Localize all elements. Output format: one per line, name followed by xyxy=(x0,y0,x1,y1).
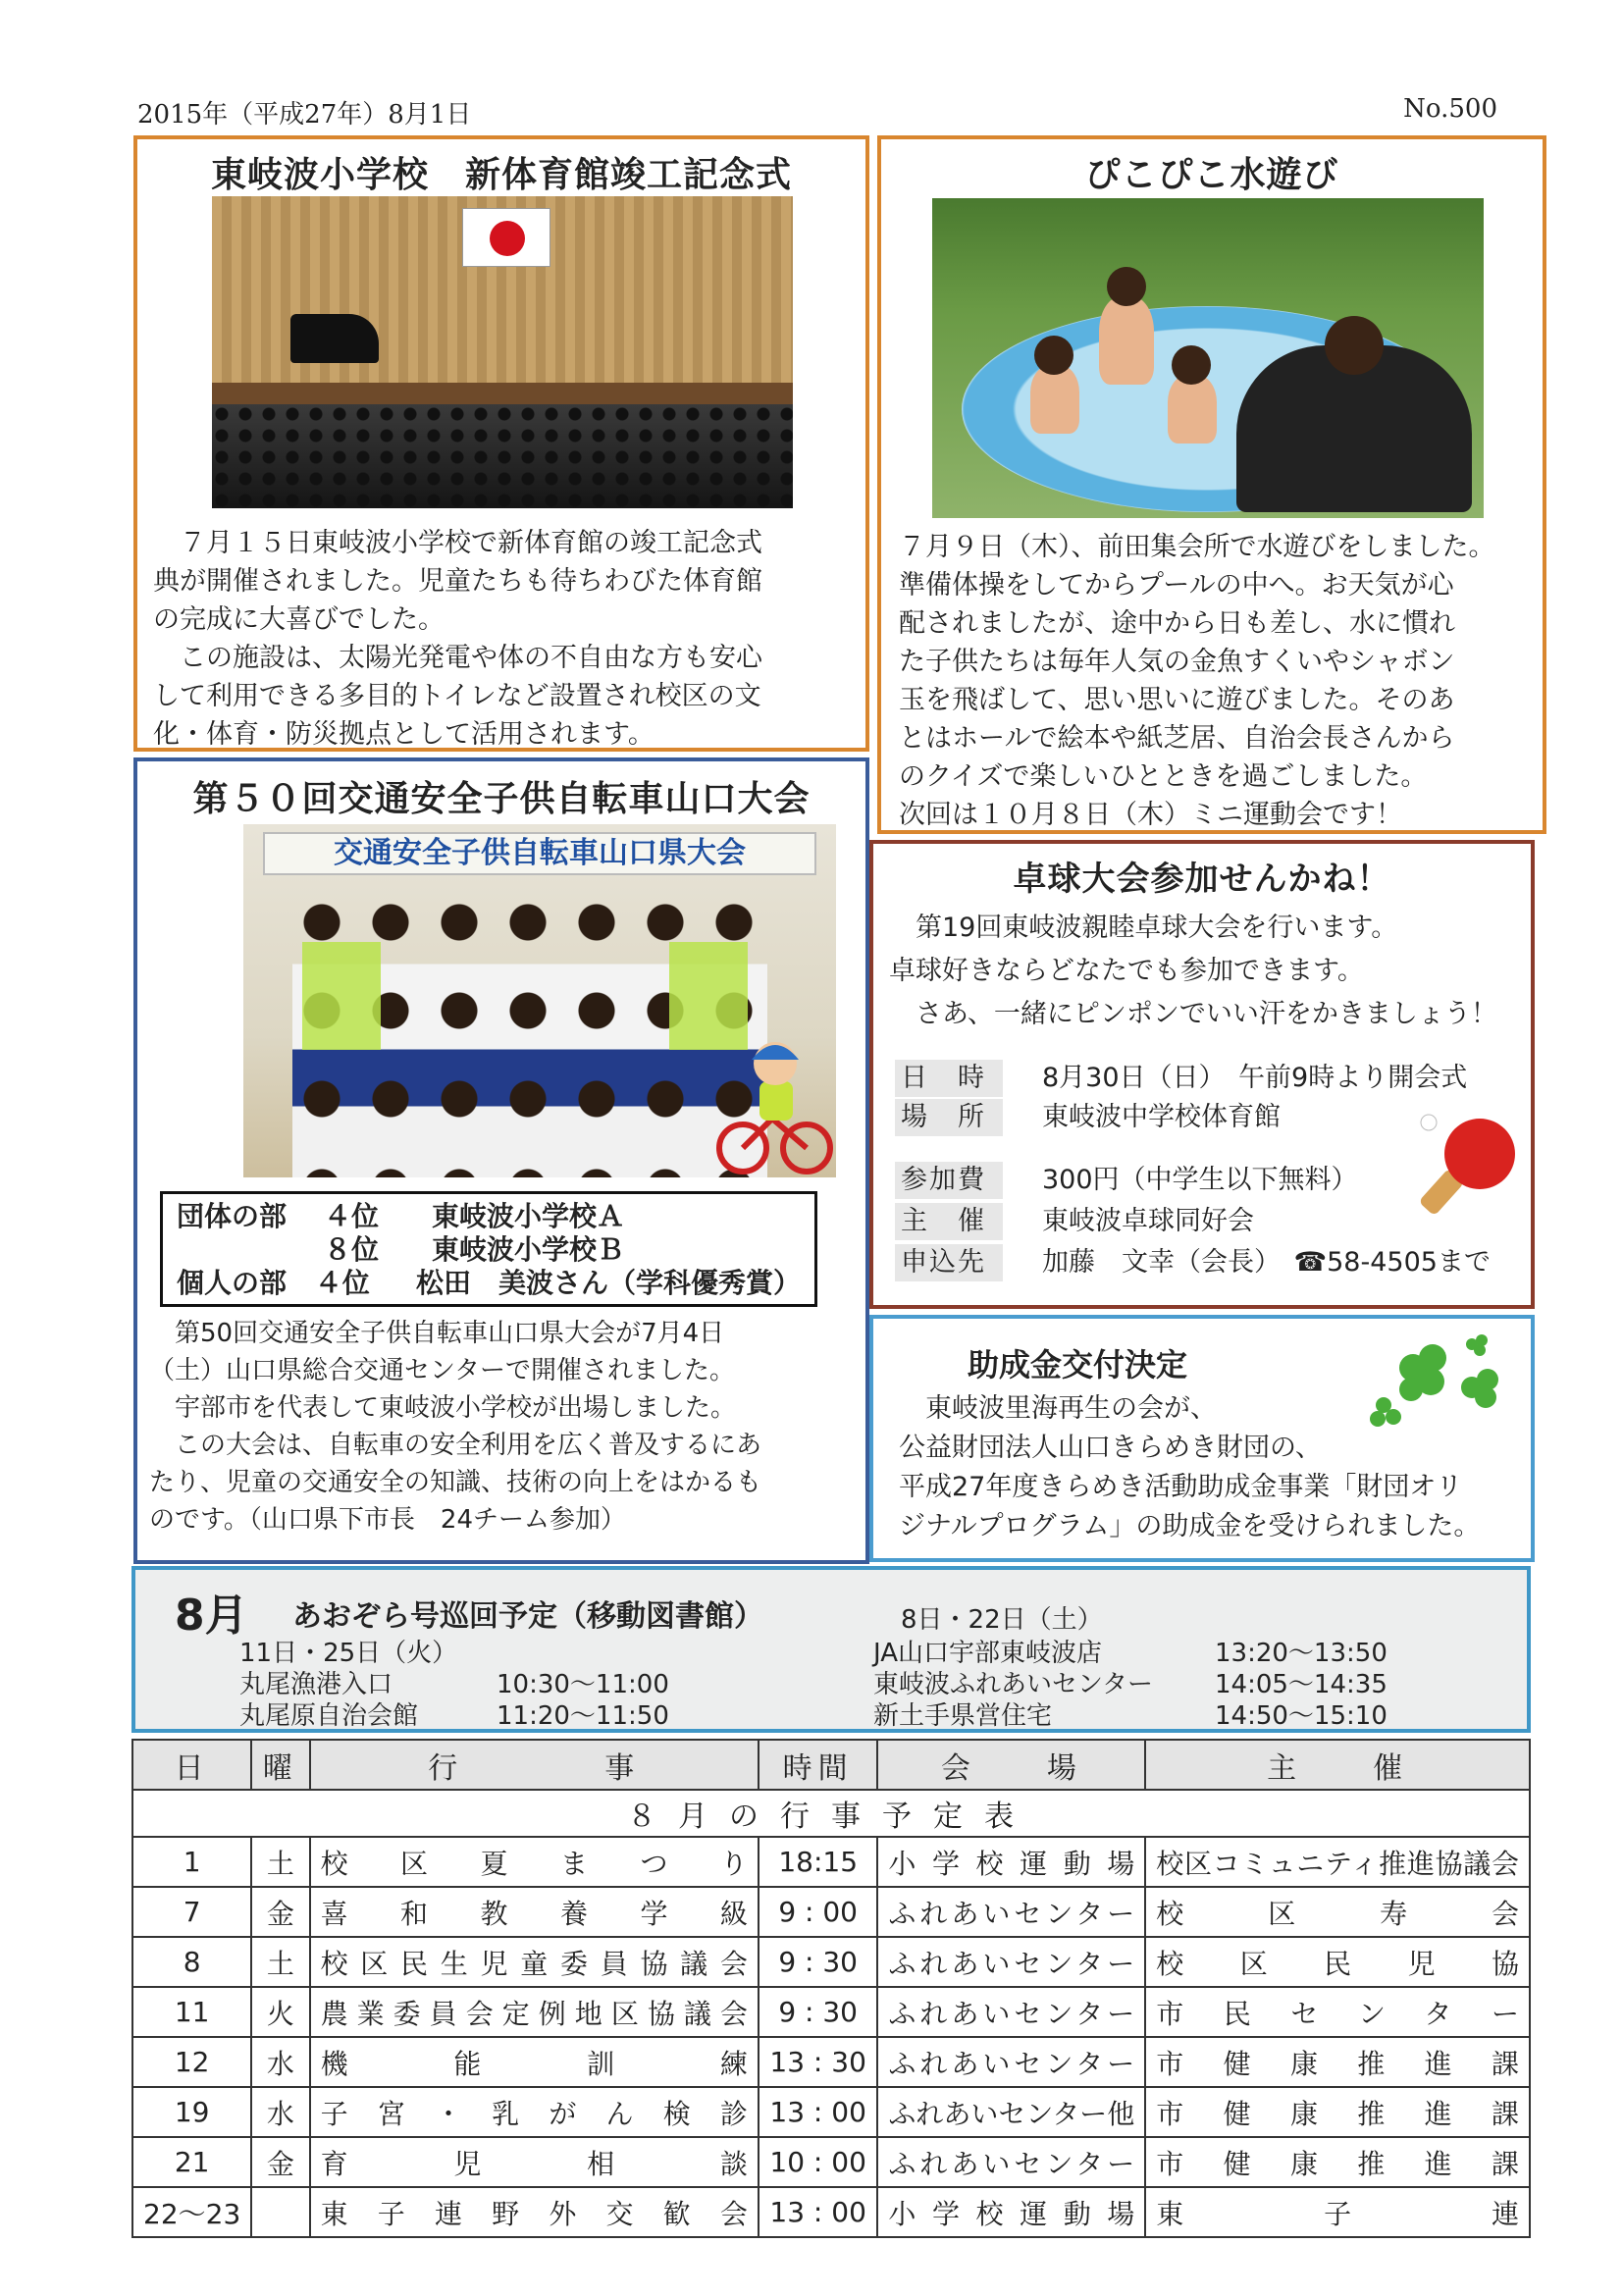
weekday-cell xyxy=(251,2187,309,2237)
pingpong-article-title: 卓球大会参加せんかね！ xyxy=(1013,860,1391,899)
column-header: 主 催 xyxy=(1145,1740,1530,1790)
venue-cell: ふれあいセンター他 xyxy=(877,2087,1145,2137)
column-header: 行 事 xyxy=(310,1740,759,1790)
aozora-time: 11:20～11:50 xyxy=(497,1701,669,1731)
schedule-header-row xyxy=(132,1740,1530,1790)
issue-date: 2015年（平成27年）8月1日 xyxy=(137,100,472,130)
table-row xyxy=(132,2137,1530,2187)
aozora-stop: 東岐波ふれあいセンター xyxy=(873,1670,1153,1699)
host-cell: 校区寿会 xyxy=(1145,1887,1530,1937)
grant-article xyxy=(869,1315,1535,1562)
pool-article xyxy=(877,135,1546,834)
venue-cell: ふれあいセンター xyxy=(877,1937,1145,1987)
weekday-cell: 土 xyxy=(251,1937,309,1987)
event-cell: 農業委員会定例地区協議会 xyxy=(310,1987,759,2037)
gym-article-title: 東岐波小学校 新体育館竣工記念式 xyxy=(210,155,792,195)
day-cell: 11 xyxy=(132,1987,251,2037)
aozora-time: 14:05～14:35 xyxy=(1215,1670,1387,1699)
time-cell: 9 : 00 xyxy=(759,1887,877,1937)
bicycle-team-photo xyxy=(243,824,836,1177)
result-row: 個人の部 ４位 松田 美波さん（学科優秀賞） xyxy=(177,1267,801,1299)
weekday-cell: 火 xyxy=(251,1987,309,2037)
pool-article-body: ７月９日（木）、前田集会所で水遊びをしました。 準備体操をしてからプールの中へ。お天気が心 配されましたが、途中から日も差し、水に慣れ た子供たちは毎年人気の金魚すくいやシャボン 玉を飛ばして、思い思いに遊びました。そのあ とはホールで絵本や紙芝居、自治会長さんから のクイズで楽しいひとときを過ごしました。 次回は１０月８日（木）ミニ運動会です！ xyxy=(899,532,1495,830)
water-play-photo xyxy=(932,198,1484,518)
host-cell: 市健康推進課 xyxy=(1145,2037,1530,2087)
weekday-cell: 土 xyxy=(251,1837,309,1887)
schedule-caption: ８月の行事予定表 xyxy=(132,1790,1530,1837)
aozora-stop: JA山口宇部東岐波店 xyxy=(873,1639,1102,1668)
aozora-left-date: 11日・25日（火） xyxy=(239,1639,458,1668)
venue-cell: ふれあいセンター xyxy=(877,2037,1145,2087)
day-cell: 7 xyxy=(132,1887,251,1937)
cyclist-mascot-icon xyxy=(708,1030,836,1177)
host-cell: 市健康推進課 xyxy=(1145,2087,1530,2137)
table-row xyxy=(132,2087,1530,2137)
aozora-stop: 丸尾漁港入口 xyxy=(239,1670,393,1699)
aozora-time: 14:50～15:10 xyxy=(1215,1701,1387,1731)
time-cell: 18:15 xyxy=(759,1837,877,1887)
host-cell: 市健康推進課 xyxy=(1145,2137,1530,2187)
aozora-stop: 丸尾原自治会館 xyxy=(239,1701,419,1731)
day-cell: 21 xyxy=(132,2137,251,2187)
table-row xyxy=(132,2037,1530,2087)
mobile-library-schedule xyxy=(131,1566,1531,1733)
competition-results xyxy=(160,1191,817,1307)
day-cell: 19 xyxy=(132,2087,251,2137)
gym-article-body: ７月１５日東岐波小学校で新体育館の竣工記念式 典が開催されました。児童たちも待ちわびた体育館 の完成に大喜びでした。 この施設は、太陽光発電や体の不自由な方も安心 して利用できる多目的トイレなど設置され校区の文 化・体育・防災拠点として活用されます。 xyxy=(153,528,762,750)
host-cell: 市民センター xyxy=(1145,1987,1530,2037)
venue-cell: ふれあいセンター xyxy=(877,2137,1145,2187)
time-cell: 10 : 00 xyxy=(759,2137,877,2187)
time-cell: 9 : 30 xyxy=(759,1937,877,1987)
column-header: 時間 xyxy=(759,1740,877,1790)
weekday-cell: 金 xyxy=(251,1887,309,1937)
aozora-right-date: 8日・22日（土） xyxy=(901,1605,1103,1635)
aozora-stop: 新土手県営住宅 xyxy=(873,1701,1053,1731)
event-cell: 機能訓練 xyxy=(310,2037,759,2087)
event-cell: 校区夏まつり xyxy=(310,1837,759,1887)
weekday-cell: 水 xyxy=(251,2087,309,2137)
japan-flag-icon xyxy=(462,208,550,267)
table-row xyxy=(132,1837,1530,1887)
issue-number: No.500 xyxy=(1403,94,1497,124)
grant-article-title: 助成金交付決定 xyxy=(968,1346,1188,1383)
venue-cell: ふれあいセンター xyxy=(877,1987,1145,2037)
venue-cell: 小学校運動場 xyxy=(877,1837,1145,1887)
pingpong-paddle-icon xyxy=(1413,1109,1521,1217)
event-cell: 子宮・乳がん検診 xyxy=(310,2087,759,2137)
event-schedule-table xyxy=(131,1739,1531,2238)
aozora-month: 8月 xyxy=(175,1591,248,1641)
event-cell: 喜和教養学級 xyxy=(310,1887,759,1937)
host-cell: 東子連 xyxy=(1145,2187,1530,2237)
time-cell: 9 : 30 xyxy=(759,1987,877,2037)
time-cell: 13 : 30 xyxy=(759,2037,877,2087)
column-header: 曜 xyxy=(251,1740,309,1790)
day-cell: 22～23 xyxy=(132,2187,251,2237)
pool-article-title: ぴこぴこ水遊び xyxy=(1084,155,1339,195)
column-header: 日 xyxy=(132,1740,251,1790)
table-row xyxy=(132,1887,1530,1937)
weekday-cell: 金 xyxy=(251,2137,309,2187)
event-cell: 校区民生児童委員協議会 xyxy=(310,1937,759,1987)
host-cell: 校区民児協 xyxy=(1145,1937,1530,1987)
bicycle-article-title: 第５０回交通安全子供自転車山口大会 xyxy=(192,779,811,819)
time-cell: 13 : 00 xyxy=(759,2187,877,2237)
gym-article xyxy=(133,135,869,752)
time-cell: 13 : 00 xyxy=(759,2087,877,2137)
host-cell: 校区コミュニティ推進協議会 xyxy=(1145,1837,1530,1887)
table-row xyxy=(132,1937,1530,1987)
event-cell: 育児相談 xyxy=(310,2137,759,2187)
table-row xyxy=(132,2187,1530,2237)
day-cell: 8 xyxy=(132,1937,251,1987)
aozora-title: あおぞら号巡回予定（移動図書館） xyxy=(292,1599,763,1634)
day-cell: 1 xyxy=(132,1837,251,1887)
aozora-time: 10:30～11:00 xyxy=(497,1670,669,1699)
grant-article-body: 東岐波里海再生の会が、 公益財団法人山口きらめき財団の、 平成27年度きらめき活動助成金事業「財団オリ ジナルプログラム」の助成金を受けられました。 xyxy=(899,1393,1481,1541)
event-banner: 交通安全子供自転車山口県大会 xyxy=(263,832,816,875)
weekday-cell: 水 xyxy=(251,2037,309,2087)
venue-cell: ふれあいセンター xyxy=(877,1887,1145,1937)
event-cell: 東子連野外交歓会 xyxy=(310,2187,759,2237)
result-row: 団体の部 ４位 東岐波小学校Ａ xyxy=(177,1200,625,1232)
table-row xyxy=(132,1987,1530,2037)
column-header: 会 場 xyxy=(877,1740,1145,1790)
result-row: ８位 東岐波小学校Ｂ xyxy=(324,1233,625,1266)
aozora-time: 13:20～13:50 xyxy=(1215,1639,1387,1668)
bicycle-article-body: 第50回交通安全子供自転車山口県大会が7月4日 （土）山口県総合交通センターで開催されました。 宇部市を代表して東岐波小学校が出場しました。 この大会は、自転車の安全利用を広く普及するにあ たり、児童の交通安全の知識、技術の向上をはかるも のです。（山口県下市長 24チーム参加） xyxy=(149,1319,762,1535)
venue-cell: 小学校運動場 xyxy=(877,2187,1145,2237)
gym-ceremony-photo xyxy=(212,196,793,508)
day-cell: 12 xyxy=(132,2037,251,2087)
pingpong-article-body: 第19回東岐波親睦卓球大会を行います。 卓球好きならどなたでも参加できます。 さあ、一緒にピンポンでいい汗をかきましょう！ xyxy=(889,913,1497,1029)
